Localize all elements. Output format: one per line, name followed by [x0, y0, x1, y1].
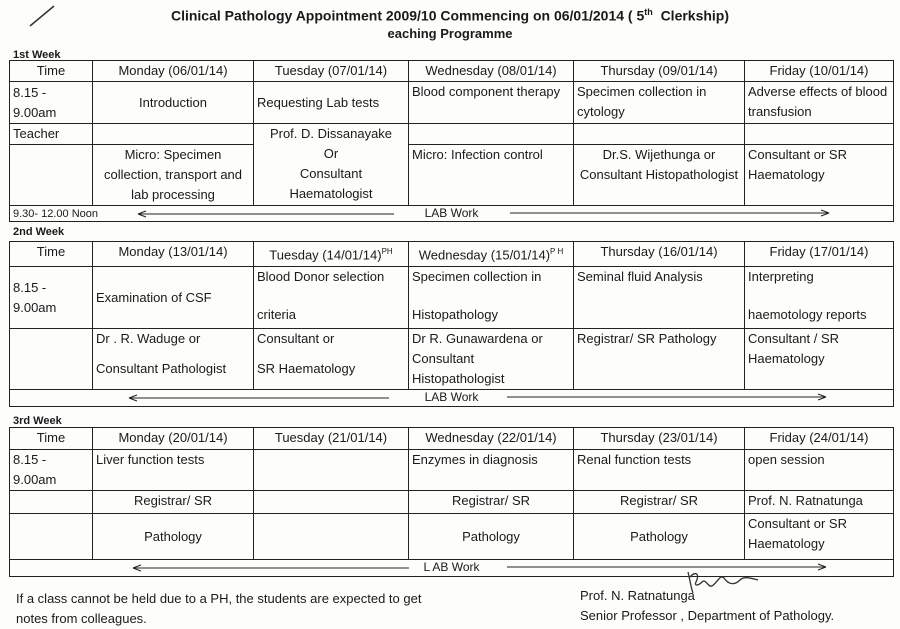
wednesday-teacher: Registrar/ SR: [409, 491, 574, 514]
tuesday-topic: [254, 450, 409, 491]
week-1-header-row: [10, 61, 894, 82]
header-wednesday: Wednesday (08/01/14): [409, 61, 574, 82]
signatory-title: Senior Professor , Department of Pathology.: [580, 608, 835, 623]
monday-topic: Introduction: [93, 82, 254, 124]
friday-teacher: Prof. N. Ratnatunga: [745, 491, 894, 514]
tuesday-topic: Requesting Lab tests: [254, 82, 409, 124]
week-3-topic-row: [10, 450, 894, 491]
signatory-name: Prof. N. Ratnatunga: [580, 588, 695, 603]
lab-work-cell: [10, 206, 894, 222]
header-tuesday: Tuesday (07/01/14): [254, 61, 409, 82]
page-title: Clinical Pathology Appointment 2009/10 Commencing on 06/01/2014 ( 5th Clerkship): [170, 7, 730, 24]
wednesday-topic: Blood component therapy: [409, 82, 574, 124]
header-time: Time: [10, 242, 93, 267]
week-1-label: 1st Week: [13, 49, 61, 61]
week-2-header-row: [10, 242, 894, 267]
header-thursday: Thursday (16/01/14): [574, 242, 745, 267]
week-2-lab-row: [10, 390, 894, 407]
week-3-lab-row: [10, 560, 894, 577]
header-time: Time: [10, 61, 93, 82]
week-3-header-row: [10, 428, 894, 450]
right-arrow-icon: [507, 393, 827, 401]
header-monday: Monday (06/01/14): [93, 61, 254, 82]
header-friday: Friday (17/01/14): [745, 242, 894, 267]
friday-topic: Interpreting haemotology reports: [745, 267, 894, 329]
tuesday-topic: Blood Donor selection criteria: [254, 267, 409, 329]
thursday-extra: Pathology: [574, 514, 745, 560]
monday-extra: Pathology: [93, 514, 254, 560]
monday-extra: Micro: Specimen collection, transport and lab processing: [93, 145, 254, 206]
monday-teacher: Dr . R. Waduge or Consultant Pathologist: [93, 329, 254, 390]
wednesday-topic: Specimen collection in Histopathology: [409, 267, 574, 329]
week-1-topic-row: [10, 82, 894, 124]
thursday-teacher: Registrar/ SR Pathology: [574, 329, 745, 390]
friday-topic: Adverse effects of blood transfusion: [745, 82, 894, 124]
week-2-topic-row: [10, 267, 894, 329]
thursday-topic: Renal function tests: [574, 450, 745, 491]
lab-work-label: L AB Work: [423, 560, 480, 574]
week-3-label: 3rd Week: [13, 415, 62, 427]
tuesday-extra: [254, 514, 409, 560]
header-friday: Friday (24/01/14): [745, 428, 894, 450]
week-2-table: [9, 241, 894, 407]
teacher-label: Teacher: [10, 124, 93, 145]
week-1-table: [9, 60, 894, 222]
header-tuesday: Tuesday $(14/01/14)^{PH}$: [254, 242, 409, 267]
thursday-teacher: [574, 124, 745, 145]
week-1-lab-row: [10, 206, 894, 222]
ph-note: If a class cannot be held due to a PH, the students are expected to get notes from colleagues.: [16, 591, 422, 626]
header-tuesday: Tuesday (21/01/14): [254, 428, 409, 450]
week-1-extra-row: [10, 145, 894, 206]
thursday-extra: Dr.S. Wijethunga or Consultant Histopathologist: [574, 145, 745, 206]
lab-work-cell: [10, 390, 894, 407]
lab-work-label: LAB Work: [424, 390, 479, 404]
page-subtitle: eaching Programme: [387, 26, 513, 41]
teacher-time-cell: [10, 329, 93, 390]
tuesday-teacher: Prof. D. Dissanayake Or Consultant Haematologist: [254, 124, 409, 206]
wednesday-teacher: [409, 124, 574, 145]
header-thursday: Thursday (23/01/14): [574, 428, 745, 450]
wednesday-teacher: Dr R. Gunawardena or Consultant Histopathologist: [409, 329, 574, 390]
friday-teacher: Consultant / SR Haematology: [745, 329, 894, 390]
week-3-extra-row: [10, 514, 894, 560]
extra-time-cell: [10, 145, 93, 206]
time-cell: 8.15 - 9.00am: [10, 267, 93, 329]
tuesday-teacher: [254, 491, 409, 514]
extra-time-cell: [10, 514, 93, 560]
header-thursday: Thursday (09/01/14): [574, 61, 745, 82]
ph-marker: PH: [381, 247, 393, 256]
time-cell: 8.15 - 9.00am: [10, 82, 93, 124]
wednesday-topic: Enzymes in diagnosis: [409, 450, 574, 491]
header-monday: Monday (13/01/14): [93, 242, 254, 267]
week-3-teacher-row: [10, 491, 894, 514]
wednesday-extra: Micro: Infection control: [409, 145, 574, 206]
header-wednesday: Wednesday $(15/01/14)^{P H}$: [409, 242, 574, 267]
thursday-teacher: Registrar/ SR: [574, 491, 745, 514]
wednesday-extra: Pathology: [409, 514, 574, 560]
lab-work-cell: [10, 560, 894, 577]
header-time: Time: [10, 428, 93, 450]
header-monday: Monday (20/01/14): [93, 428, 254, 450]
header-friday: Friday (10/01/14): [745, 61, 894, 82]
friday-topic: open session: [745, 450, 894, 491]
ph-marker: P H: [550, 247, 564, 256]
monday-teacher: Registrar/ SR: [93, 491, 254, 514]
signatory-block: [580, 586, 834, 626]
teacher-time-cell: [10, 491, 93, 514]
friday-extra: Consultant or SR Haematology: [745, 514, 894, 560]
monday-teacher: [93, 124, 254, 145]
week-2-teacher-row: [10, 329, 894, 390]
lab-work-label: LAB Work: [424, 206, 479, 220]
header-wednesday: Wednesday (22/01/14): [409, 428, 574, 450]
lab-time: 9.30- 12.00 Noon: [13, 208, 99, 220]
tuesday-teacher: Consultant or SR Haematology: [254, 329, 409, 390]
monday-topic: Liver function tests: [93, 450, 254, 491]
week-1-teacher-row: [10, 124, 894, 145]
thursday-topic: Specimen collection in cytology: [574, 82, 745, 124]
week-3-table: [9, 427, 894, 577]
monday-topic: Examination of CSF: [93, 267, 254, 329]
friday-teacher: [745, 124, 894, 145]
friday-extra: Consultant or SR Haematology: [745, 145, 894, 206]
right-arrow-icon: [507, 563, 827, 571]
thursday-topic: Seminal fluid Analysis: [574, 267, 745, 329]
week-2-label: 2nd Week: [13, 226, 65, 238]
time-cell: 8.15 - 9.00am: [10, 450, 93, 491]
right-arrow-icon: [510, 209, 830, 217]
